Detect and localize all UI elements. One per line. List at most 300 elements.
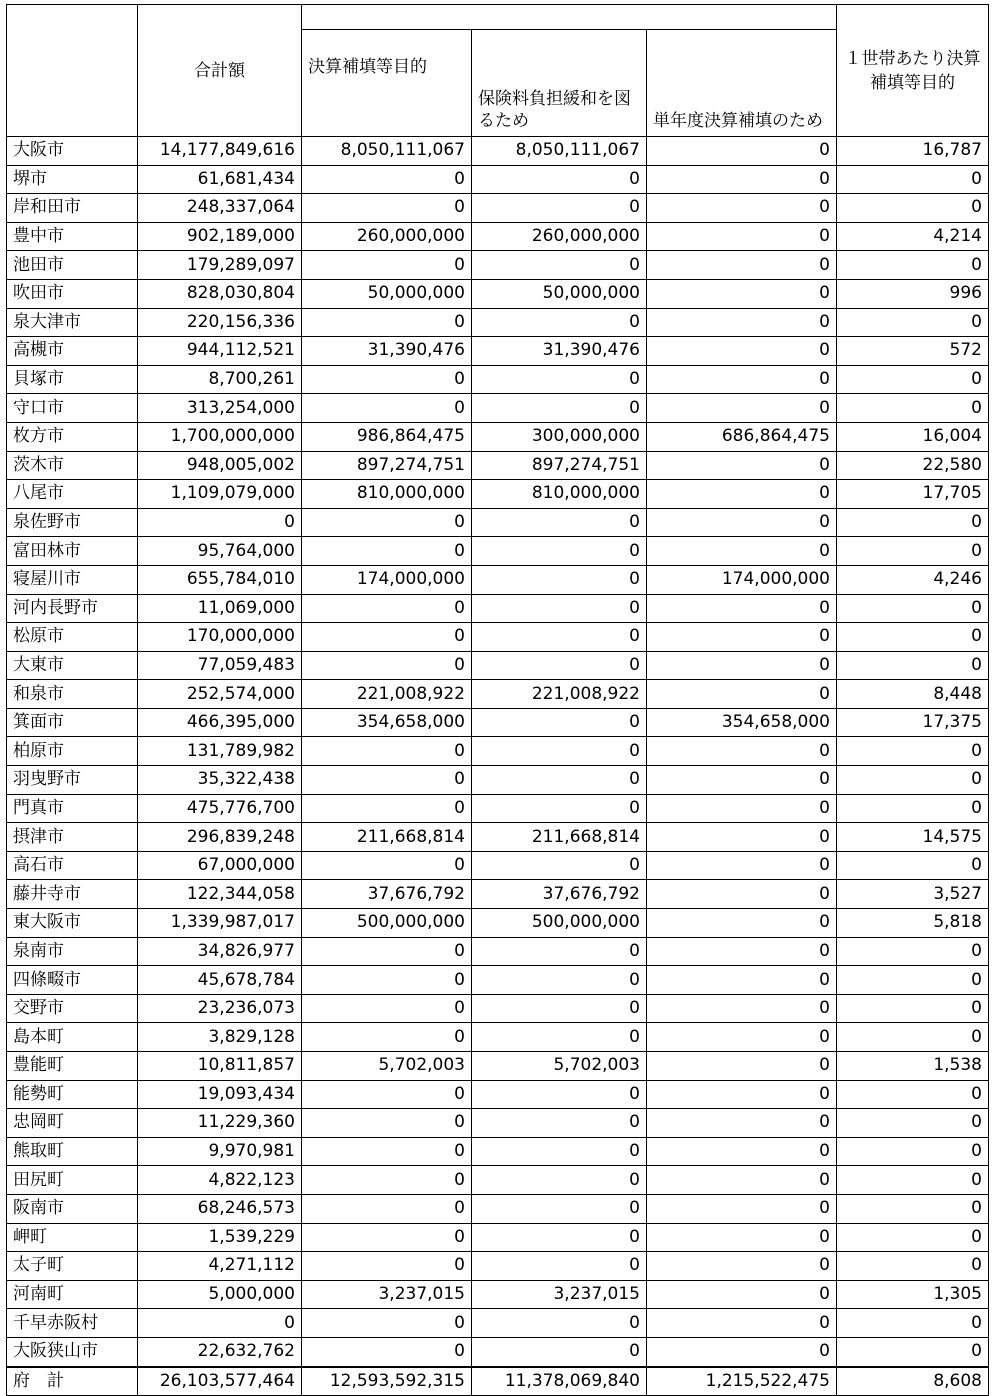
cell-total: 11,229,360: [138, 1109, 302, 1138]
cell-purpose: 0: [302, 737, 472, 766]
cell-purpose: 0: [302, 1223, 472, 1252]
cell-premium: 11,378,069,840: [472, 1367, 647, 1396]
table-row: [7, 851, 989, 880]
table-row: [7, 766, 989, 795]
table-row: [7, 1137, 989, 1166]
municipality-name: 大阪市: [7, 137, 138, 166]
cell-single: 0: [647, 1080, 837, 1109]
table-row: [7, 680, 989, 709]
table-row: [7, 365, 989, 394]
cell-per: 0: [837, 794, 989, 823]
cell-total: 77,059,483: [138, 651, 302, 680]
cell-premium: 31,390,476: [472, 337, 647, 366]
cell-total: 95,764,000: [138, 537, 302, 566]
cell-premium: 300,000,000: [472, 422, 647, 451]
table-row: [7, 994, 989, 1023]
cell-purpose: 12,593,592,315: [302, 1367, 472, 1396]
cell-total: 1,539,229: [138, 1223, 302, 1252]
cell-per: 4,214: [837, 222, 989, 251]
cell-purpose: 260,000,000: [302, 222, 472, 251]
header-total: 合計額: [138, 5, 302, 137]
cell-total: 828,030,804: [138, 279, 302, 308]
header-purpose: 決算補填等目的: [302, 30, 472, 137]
municipality-name: 大阪狭山市: [7, 1337, 138, 1366]
cell-per: 0: [837, 1023, 989, 1052]
cell-total: 944,112,521: [138, 337, 302, 366]
table-row: [7, 1166, 989, 1195]
cell-total: 1,109,079,000: [138, 480, 302, 509]
municipality-name: 和泉市: [7, 680, 138, 709]
cell-purpose: 0: [302, 251, 472, 280]
municipality-name: 富田林市: [7, 537, 138, 566]
cell-purpose: 0: [302, 537, 472, 566]
total-row: [7, 1367, 989, 1396]
municipality-name: 高槻市: [7, 337, 138, 366]
cell-purpose: 0: [302, 651, 472, 680]
header-blank: [7, 5, 138, 137]
cell-purpose: 500,000,000: [302, 909, 472, 938]
cell-per: 8,448: [837, 680, 989, 709]
cell-purpose: 810,000,000: [302, 480, 472, 509]
cell-per: 1,305: [837, 1280, 989, 1309]
table-row: [7, 937, 989, 966]
cell-total: 26,103,577,464: [138, 1367, 302, 1396]
table-row: [7, 537, 989, 566]
cell-total: 4,271,112: [138, 1252, 302, 1281]
cell-premium: 0: [472, 537, 647, 566]
cell-premium: 0: [472, 394, 647, 423]
cell-purpose: 0: [302, 994, 472, 1023]
cell-per: 0: [837, 851, 989, 880]
municipality-name: 藤井寺市: [7, 880, 138, 909]
cell-single: 0: [647, 623, 837, 652]
table-row: [7, 1080, 989, 1109]
cell-per: 0: [837, 1194, 989, 1223]
cell-total: 5,000,000: [138, 1280, 302, 1309]
table-row: [7, 1252, 989, 1281]
cell-premium: 0: [472, 594, 647, 623]
cell-total: 0: [138, 508, 302, 537]
table-body: [7, 137, 989, 1396]
cell-premium: 0: [472, 766, 647, 795]
municipality-name: 河内長野市: [7, 594, 138, 623]
table-row: [7, 1194, 989, 1223]
table-row: [7, 394, 989, 423]
cell-per: 996: [837, 279, 989, 308]
cell-premium: 500,000,000: [472, 909, 647, 938]
table-row: [7, 623, 989, 652]
cell-premium: 0: [472, 1080, 647, 1109]
table-row: [7, 508, 989, 537]
municipality-name: 岬町: [7, 1223, 138, 1252]
cell-per: 17,705: [837, 480, 989, 509]
cell-purpose: 31,390,476: [302, 337, 472, 366]
cell-premium: 0: [472, 851, 647, 880]
cell-purpose: 0: [302, 1137, 472, 1166]
table-row: [7, 1223, 989, 1252]
cell-total: 68,246,573: [138, 1194, 302, 1223]
cell-premium: 0: [472, 1252, 647, 1281]
table-row: [7, 909, 989, 938]
cell-premium: 0: [472, 623, 647, 652]
cell-per: 0: [837, 966, 989, 995]
cell-per: 0: [837, 937, 989, 966]
cell-single: 0: [647, 451, 837, 480]
table-row: [7, 1109, 989, 1138]
municipality-name: 河南町: [7, 1280, 138, 1309]
cell-single: 0: [647, 880, 837, 909]
header-single-year: 単年度決算補填のため: [647, 30, 837, 137]
table-row: [7, 1337, 989, 1366]
table-row: [7, 966, 989, 995]
cell-single: 0: [647, 794, 837, 823]
cell-single: 0: [647, 480, 837, 509]
cell-per: 14,575: [837, 823, 989, 852]
cell-per: 1,538: [837, 1052, 989, 1081]
cell-per: 0: [837, 594, 989, 623]
table-row: [7, 594, 989, 623]
cell-premium: 0: [472, 308, 647, 337]
cell-purpose: 0: [302, 966, 472, 995]
table-row: [7, 422, 989, 451]
cell-premium: 221,008,922: [472, 680, 647, 709]
table-row: [7, 279, 989, 308]
cell-premium: 0: [472, 365, 647, 394]
cell-purpose: 0: [302, 1309, 472, 1338]
cell-premium: 5,702,003: [472, 1052, 647, 1081]
cell-total: 34,826,977: [138, 937, 302, 966]
cell-purpose: 0: [302, 794, 472, 823]
cell-single: 0: [647, 194, 837, 223]
cell-premium: 0: [472, 194, 647, 223]
cell-single: 0: [647, 508, 837, 537]
cell-single: 0: [647, 651, 837, 680]
cell-premium: 0: [472, 966, 647, 995]
cell-purpose: 0: [302, 766, 472, 795]
cell-per: 0: [837, 737, 989, 766]
cell-single: 0: [647, 1194, 837, 1223]
cell-premium: 0: [472, 994, 647, 1023]
municipality-name: 島本町: [7, 1023, 138, 1052]
cell-single: 0: [647, 1137, 837, 1166]
cell-premium: 37,676,792: [472, 880, 647, 909]
table-row: [7, 1052, 989, 1081]
cell-premium: 50,000,000: [472, 279, 647, 308]
cell-total: 179,289,097: [138, 251, 302, 280]
cell-single: 0: [647, 1109, 837, 1138]
table-row: [7, 565, 989, 594]
cell-purpose: 0: [302, 308, 472, 337]
cell-premium: 0: [472, 251, 647, 280]
municipality-name: 高石市: [7, 851, 138, 880]
cell-premium: 897,274,751: [472, 451, 647, 480]
table-row: [7, 480, 989, 509]
cell-purpose: 0: [302, 937, 472, 966]
cell-per: 0: [837, 1080, 989, 1109]
table-row: [7, 165, 989, 194]
cell-per: 0: [837, 394, 989, 423]
cell-total: 4,822,123: [138, 1166, 302, 1195]
cell-total: 19,093,434: [138, 1080, 302, 1109]
municipality-name: 摂津市: [7, 823, 138, 852]
municipality-name: 熊取町: [7, 1137, 138, 1166]
table-row: [7, 651, 989, 680]
cell-total: 313,254,000: [138, 394, 302, 423]
cell-single: 0: [647, 766, 837, 795]
cell-total: 252,574,000: [138, 680, 302, 709]
cell-single: 0: [647, 537, 837, 566]
table-row: [7, 194, 989, 223]
cell-premium: 0: [472, 565, 647, 594]
cell-single: 174,000,000: [647, 565, 837, 594]
cell-per: 0: [837, 1109, 989, 1138]
cell-per: 0: [837, 994, 989, 1023]
table-row: [7, 251, 989, 280]
cell-per: 572: [837, 337, 989, 366]
table-wrapper: [6, 4, 989, 1396]
cell-per: 3,527: [837, 880, 989, 909]
cell-total: 61,681,434: [138, 165, 302, 194]
cell-single: 0: [647, 1223, 837, 1252]
cell-per: 0: [837, 1137, 989, 1166]
cell-per: 0: [837, 766, 989, 795]
municipality-name: 阪南市: [7, 1194, 138, 1223]
cell-single: 0: [647, 994, 837, 1023]
cell-total: 655,784,010: [138, 565, 302, 594]
cell-total: 23,236,073: [138, 994, 302, 1023]
table-row: [7, 1023, 989, 1052]
cell-single: 0: [647, 851, 837, 880]
municipality-name: 豊中市: [7, 222, 138, 251]
cell-purpose: 3,237,015: [302, 1280, 472, 1309]
cell-per: 0: [837, 1309, 989, 1338]
table-row: [7, 308, 989, 337]
cell-single: 0: [647, 680, 837, 709]
cell-single: 0: [647, 1052, 837, 1081]
cell-per: 0: [837, 165, 989, 194]
cell-premium: 0: [472, 1223, 647, 1252]
cell-total: 1,700,000,000: [138, 422, 302, 451]
cell-premium: 0: [472, 1166, 647, 1195]
cell-premium: 0: [472, 708, 647, 737]
cell-total: 45,678,784: [138, 966, 302, 995]
cell-total: 948,005,002: [138, 451, 302, 480]
cell-premium: 0: [472, 937, 647, 966]
municipality-name: 能勢町: [7, 1080, 138, 1109]
cell-purpose: 0: [302, 594, 472, 623]
cell-purpose: 37,676,792: [302, 880, 472, 909]
cell-single: 0: [647, 737, 837, 766]
cell-per: 8,608: [837, 1367, 989, 1396]
cell-purpose: 0: [302, 508, 472, 537]
cell-purpose: 0: [302, 1109, 472, 1138]
cell-premium: 0: [472, 1194, 647, 1223]
municipality-name: 泉大津市: [7, 308, 138, 337]
cell-total: 248,337,064: [138, 194, 302, 223]
cell-purpose: 0: [302, 1023, 472, 1052]
header-premium: 保険料負担緩和を図るため: [472, 30, 647, 137]
cell-total: 122,344,058: [138, 880, 302, 909]
municipality-name: 太子町: [7, 1252, 138, 1281]
cell-total: 3,829,128: [138, 1023, 302, 1052]
cell-premium: 260,000,000: [472, 222, 647, 251]
cell-single: 0: [647, 394, 837, 423]
cell-single: 0: [647, 279, 837, 308]
municipality-name: 枚方市: [7, 422, 138, 451]
cell-premium: 810,000,000: [472, 480, 647, 509]
cell-per: 0: [837, 308, 989, 337]
cell-purpose: 0: [302, 851, 472, 880]
cell-premium: 0: [472, 1337, 647, 1366]
cell-purpose: 0: [302, 194, 472, 223]
cell-per: 16,787: [837, 137, 989, 166]
cell-per: 0: [837, 1252, 989, 1281]
cell-total: 466,395,000: [138, 708, 302, 737]
cell-total: 67,000,000: [138, 851, 302, 880]
municipality-name: 貝塚市: [7, 365, 138, 394]
cell-per: 0: [837, 1166, 989, 1195]
municipality-name: 千早赤阪村: [7, 1309, 138, 1338]
cell-per: 4,246: [837, 565, 989, 594]
municipality-name: 交野市: [7, 994, 138, 1023]
cell-single: 686,864,475: [647, 422, 837, 451]
cell-single: 0: [647, 1252, 837, 1281]
cell-purpose: 0: [302, 394, 472, 423]
municipality-name: 箕面市: [7, 708, 138, 737]
municipality-name: 守口市: [7, 394, 138, 423]
cell-per: 0: [837, 508, 989, 537]
municipality-name: 茨木市: [7, 451, 138, 480]
cell-single: 0: [647, 308, 837, 337]
municipality-name: 豊能町: [7, 1052, 138, 1081]
cell-per: 5,818: [837, 909, 989, 938]
cell-single: 0: [647, 1309, 837, 1338]
cell-purpose: 0: [302, 1080, 472, 1109]
table-row: [7, 222, 989, 251]
cell-per: 0: [837, 623, 989, 652]
cell-single: 0: [647, 165, 837, 194]
cell-purpose: 897,274,751: [302, 451, 472, 480]
cell-purpose: 50,000,000: [302, 279, 472, 308]
municipality-name: 池田市: [7, 251, 138, 280]
cell-premium: 0: [472, 1137, 647, 1166]
cell-purpose: 8,050,111,067: [302, 137, 472, 166]
municipality-name: 田尻町: [7, 1166, 138, 1195]
cell-single: 0: [647, 1166, 837, 1195]
municipality-name: 堺市: [7, 165, 138, 194]
cell-purpose: 221,008,922: [302, 680, 472, 709]
cell-premium: 3,237,015: [472, 1280, 647, 1309]
cell-single: 0: [647, 137, 837, 166]
cell-per: 0: [837, 365, 989, 394]
table-row: [7, 451, 989, 480]
cell-single: 1,215,522,475: [647, 1367, 837, 1396]
municipality-name: 寝屋川市: [7, 565, 138, 594]
cell-single: 0: [647, 937, 837, 966]
table-row: [7, 708, 989, 737]
municipality-name: 岸和田市: [7, 194, 138, 223]
municipality-name: 大東市: [7, 651, 138, 680]
cell-single: 0: [647, 594, 837, 623]
table-row: [7, 1309, 989, 1338]
cell-single: 0: [647, 251, 837, 280]
cell-total: 296,839,248: [138, 823, 302, 852]
cell-single: 0: [647, 823, 837, 852]
cell-single: 0: [647, 365, 837, 394]
cell-premium: 0: [472, 1309, 647, 1338]
cell-total: 8,700,261: [138, 365, 302, 394]
municipality-name: 八尾市: [7, 480, 138, 509]
cell-total: 9,970,981: [138, 1137, 302, 1166]
cell-purpose: 211,668,814: [302, 823, 472, 852]
cell-premium: 0: [472, 1109, 647, 1138]
cell-total: 131,789,982: [138, 737, 302, 766]
cell-purpose: 0: [302, 1194, 472, 1223]
cell-total: 10,811,857: [138, 1052, 302, 1081]
cell-per: 16,004: [837, 422, 989, 451]
municipality-name: 東大阪市: [7, 909, 138, 938]
municipality-name: 松原市: [7, 623, 138, 652]
cell-single: 0: [647, 909, 837, 938]
cell-single: 0: [647, 337, 837, 366]
cell-single: 0: [647, 222, 837, 251]
table-row: [7, 880, 989, 909]
cell-single: 354,658,000: [647, 708, 837, 737]
cell-purpose: 0: [302, 1166, 472, 1195]
cell-premium: 0: [472, 737, 647, 766]
cell-per: 17,375: [837, 708, 989, 737]
municipality-name: 吹田市: [7, 279, 138, 308]
cell-per: 0: [837, 537, 989, 566]
cell-premium: 0: [472, 165, 647, 194]
cell-per: 0: [837, 251, 989, 280]
cell-premium: 0: [472, 651, 647, 680]
cell-premium: 0: [472, 1023, 647, 1052]
cell-per: 22,580: [837, 451, 989, 480]
table-row: [7, 823, 989, 852]
municipality-name: 柏原市: [7, 737, 138, 766]
cell-total: 475,776,700: [138, 794, 302, 823]
cell-per: 0: [837, 194, 989, 223]
cell-premium: 0: [472, 508, 647, 537]
municipality-name: 泉佐野市: [7, 508, 138, 537]
cell-per: 0: [837, 651, 989, 680]
table-row: [7, 737, 989, 766]
cell-total: 22,632,762: [138, 1337, 302, 1366]
cell-purpose: 0: [302, 1337, 472, 1366]
cell-total: 0: [138, 1309, 302, 1338]
cell-purpose: 5,702,003: [302, 1052, 472, 1081]
cell-purpose: 174,000,000: [302, 565, 472, 594]
cell-total: 35,322,438: [138, 766, 302, 795]
municipality-name: 門真市: [7, 794, 138, 823]
cell-premium: 0: [472, 794, 647, 823]
cell-total: 14,177,849,616: [138, 137, 302, 166]
cell-purpose: 0: [302, 623, 472, 652]
cell-purpose: 354,658,000: [302, 708, 472, 737]
cell-total: 11,069,000: [138, 594, 302, 623]
subsidy-table: [6, 4, 989, 1396]
cell-purpose: 0: [302, 365, 472, 394]
header-group-blank: [302, 5, 837, 30]
municipality-name: 忠岡町: [7, 1109, 138, 1138]
cell-premium: 8,050,111,067: [472, 137, 647, 166]
cell-premium: 211,668,814: [472, 823, 647, 852]
table-row: [7, 337, 989, 366]
cell-per: 0: [837, 1223, 989, 1252]
cell-per: 0: [837, 1337, 989, 1366]
table-row: [7, 1280, 989, 1309]
